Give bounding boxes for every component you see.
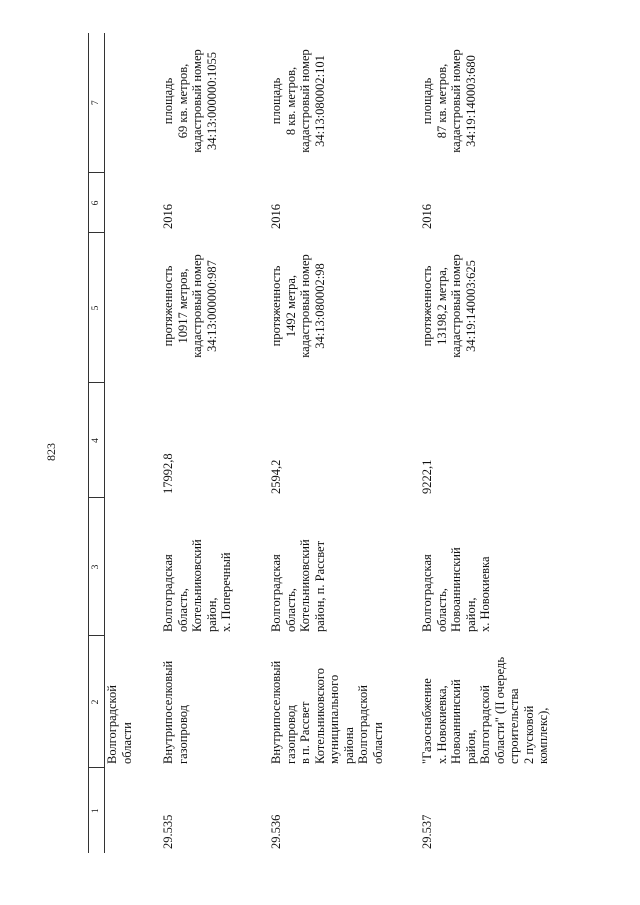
column-land-header: 7 — [89, 33, 105, 173]
table-row — [161, 33, 269, 853]
cell-number: 29.537 — [420, 814, 434, 849]
cell-address — [105, 498, 162, 636]
page-number: 823 — [44, 443, 58, 461]
cell-year: 2016 — [161, 204, 175, 229]
table-row — [269, 33, 420, 853]
cell-land: площадь 69 кв. метров, кадастровый номер 34:13:000000:1055 — [161, 49, 219, 153]
cell-name: Внутрипоселковый газопровод в п. Рассвет Котельниковского муниципального района Волгоградской области — [269, 660, 385, 764]
cell-cost: 2594,2 — [269, 459, 283, 494]
cell-name: Волгоградской области — [105, 685, 134, 764]
property-table — [88, 33, 551, 853]
continuation-row — [105, 33, 162, 853]
cell-cost: 9222,1 — [420, 459, 434, 494]
cell-land: площадь 87 кв. метров, кадастровый номер 34:19:140003:680 — [420, 49, 478, 153]
cell-name: Внутрипоселковый газопровод — [161, 660, 190, 764]
cell-year: 2016 — [420, 204, 434, 229]
cell-number: 29.536 — [269, 814, 283, 849]
cell-year: 2016 — [269, 204, 283, 229]
cell-name: "Газоснабжение х. Новокиевка, Новоаннинский район, Волгоградской области" (II очередь строительства 2 пусковой комплекс), — [420, 656, 550, 764]
column-number-header: 1 — [89, 768, 105, 853]
cell-land: площадь 8 кв. метров, кадастровый номер 34:13:080002:101 — [269, 49, 327, 153]
cell-cost — [105, 383, 162, 498]
table-row — [420, 33, 551, 853]
cell-characteristics: протяженность 13198,2 метра, кадастровый номер 34:19:140003:625 — [420, 254, 478, 358]
column-year-header: 6 — [89, 173, 105, 233]
cell-address: Волгоградская область, Котельниковский район, п. Рассвет — [269, 539, 327, 632]
column-characteristics-header: 5 — [89, 233, 105, 383]
header-row — [89, 33, 105, 853]
cell-address: Волгоградская область, Котельниковский район, х. Поперечный — [161, 539, 233, 632]
column-name-header: 2 — [89, 636, 105, 768]
column-address-header: 3 — [89, 498, 105, 636]
cell-characteristics: протяженность 10917 метров, кадастровый номер 34:13:000000:987 — [161, 254, 219, 358]
cell-year — [105, 173, 162, 233]
cell-characteristics — [105, 233, 162, 383]
cell-land — [105, 33, 162, 173]
cell-number: 29.535 — [161, 814, 175, 849]
cell-characteristics: протяженность 1492 метра, кадастровый номер 34:13:080002:98 — [269, 254, 327, 358]
cell-address: Волгоградская область, Новоаннинский район, х. Новокиевка — [420, 547, 492, 632]
cell-number — [105, 768, 162, 853]
column-cost-header: 4 — [89, 383, 105, 498]
cell-cost: 17992,8 — [161, 453, 175, 494]
